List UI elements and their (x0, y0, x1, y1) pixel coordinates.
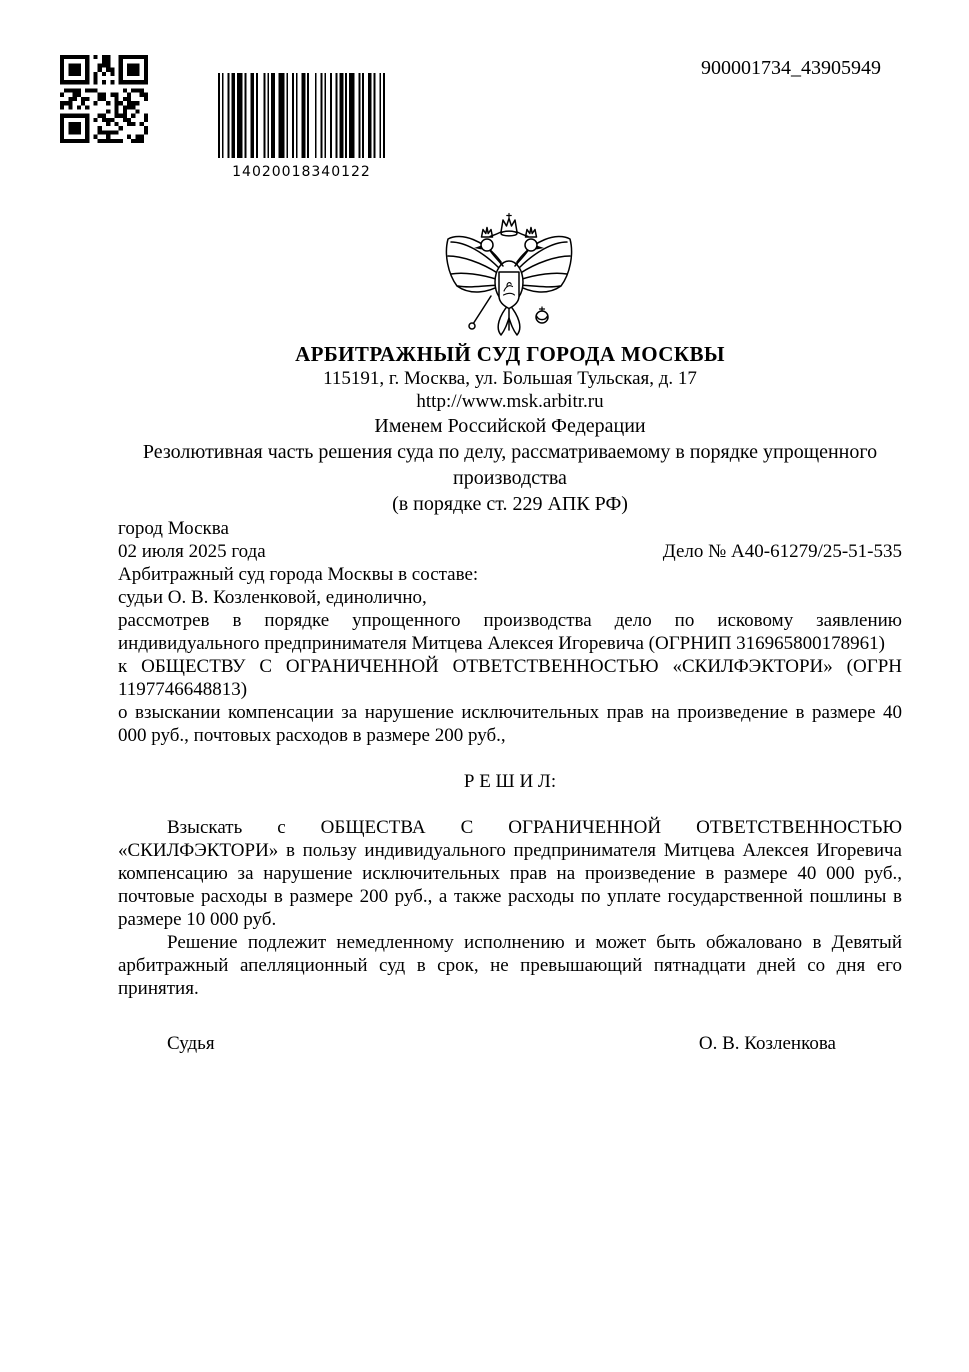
document-title: Резолютивная часть решения суда по делу, рассматриваемому в порядке упрощенного производства (142, 441, 878, 489)
claim-paragraph: о взыскании компенсации за нарушение исключительных прав на произведение в размере 40 000 руб., почтовых расходов в размере 200 руб., (118, 702, 902, 746)
barcode-block (218, 73, 385, 180)
court-composition-line: Арбитражный суд города Москвы в составе: (118, 564, 479, 585)
in-the-name-line: Именем Российской Федерации (374, 415, 646, 437)
russia-coat-of-arms-icon (443, 212, 575, 339)
case-number: Дело № А40-61279/25-51-535 (662, 541, 902, 562)
document-body (118, 342, 902, 1055)
court-name: АРБИТРАЖНЫЙ СУД ГОРОДА МОСКВЫ (295, 342, 725, 366)
resolution-heading: Р Е Ш И Л: (463, 771, 557, 792)
decision-date: 02 июля 2025 года (118, 541, 266, 562)
considered-paragraph: рассмотрев в порядке упрощенного производства дело по исковому заявлению индивидуального предпринимателя Митцева Алексея Игоревича (ОГРНИП 316965800178961) (118, 610, 902, 654)
judge-label: Судья (167, 1033, 215, 1054)
barcode-number: 14020018340122 (232, 164, 371, 180)
city-line: город Москва (118, 518, 229, 539)
date-case-row (118, 540, 902, 563)
court-address: 115191, г. Москва, ул. Большая Тульская, д. 17 (323, 368, 697, 389)
judge-name: О. В. Козленкова (698, 1033, 836, 1054)
defendant-paragraph: к ОБЩЕСТВУ С ОГРАНИЧЕННОЙ ОТВЕТСТВЕННОСТЬЮ «СКИЛФЭКТОРИ» (ОГРН 1197746648813) (118, 656, 902, 700)
barcode (218, 73, 385, 158)
document-title-note: (в порядке ст. 229 АПК РФ) (392, 493, 628, 515)
judge-line: судьи О. В. Козленковой, единолично, (118, 587, 427, 608)
signature-row (118, 1032, 902, 1055)
court-website: http://www.msk.arbitr.ru (416, 391, 604, 412)
document-reference-number: 900001734_43905949 (701, 57, 881, 79)
qr-code (60, 55, 148, 143)
resolution-paragraph-1: Взыскать с ОБЩЕСТВА С ОГРАНИЧЕННОЙ ОТВЕТСТВЕННОСТЬЮ «СКИЛФЭКТОРИ» в пользу индивидуального предпринимателя Митцева Алексея Игоревича компенсацию за нарушение исключительных прав на произведение в размере 40 000 руб., почтовые расходы в размере 200 руб., а также расходы по уплате государственной пошлины в размере 10 000 руб. (118, 817, 902, 930)
resolution-paragraph-2: Решение подлежит немедленному исполнению и может быть обжаловано в Девятый арбитражный апелляционный суд в срок, не превышающий пятнадцати дней со дня его принятия. (118, 932, 902, 999)
